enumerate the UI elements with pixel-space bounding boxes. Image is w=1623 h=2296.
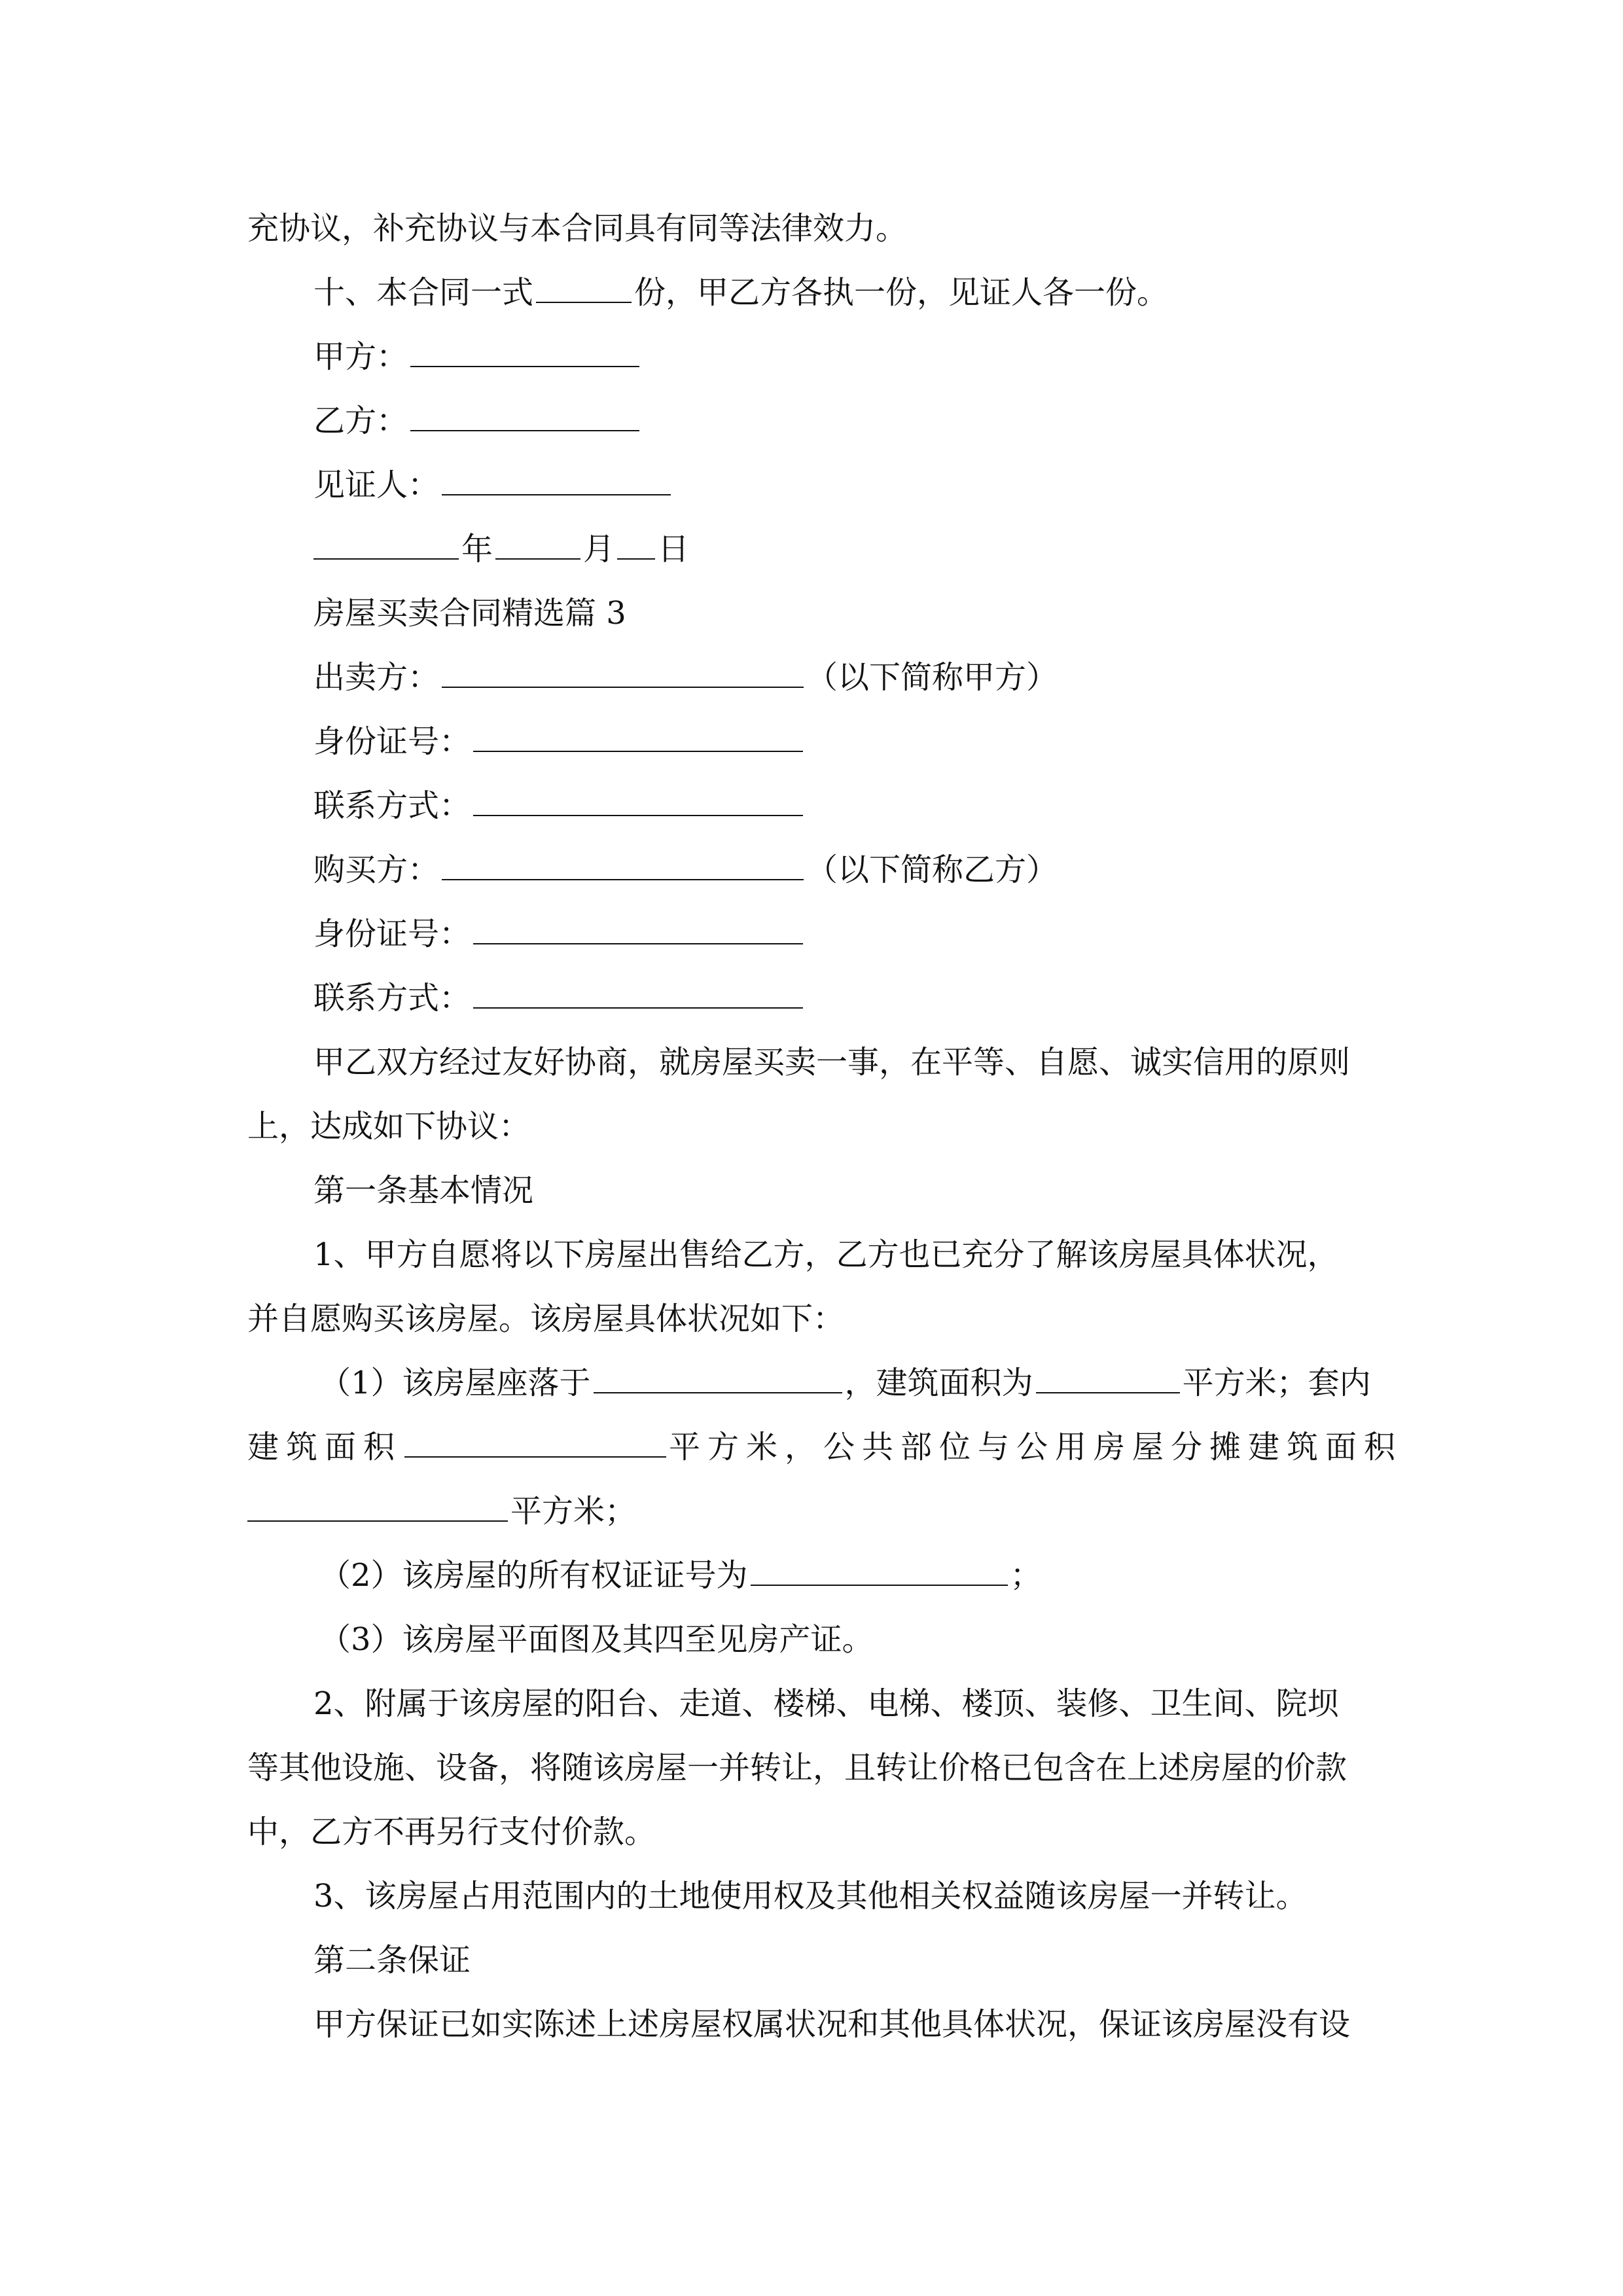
party-a-line [247, 325, 1383, 389]
text: （1）该房屋座落于 [319, 1365, 591, 1401]
text: ； [1010, 1557, 1042, 1594]
label: 乙方： [313, 403, 408, 439]
buyer-blank[interactable] [442, 838, 804, 880]
note: （以下简称乙方） [806, 852, 1058, 888]
text: 平方米，公共部位与公用房屋分摊建筑面积 [669, 1429, 1403, 1465]
buyer-id-line [247, 902, 1383, 966]
buyer-line [247, 838, 1383, 902]
area-blank[interactable] [1036, 1352, 1180, 1393]
label: 购买方： [313, 852, 440, 888]
buyer-contact-blank[interactable] [473, 967, 803, 1009]
text-line: 甲乙双方经过友好协商，就房屋买卖一事，在平等、自愿、诚实信用的原则 [313, 1044, 1351, 1081]
item-2-line [247, 1543, 1383, 1607]
text-line: 上，达成如下协议： [247, 1108, 531, 1145]
note: （以下简称甲方） [806, 659, 1058, 696]
buyer-id-blank[interactable] [473, 903, 803, 944]
seller-line [247, 645, 1383, 709]
seller-blank[interactable] [442, 646, 804, 688]
text-line: 1、甲方自愿将以下房屋出售给乙方，乙方也已充分了解该房屋具体状况， [313, 1236, 1339, 1273]
section-title: 房屋买卖合同精选篇 3 [313, 595, 626, 632]
contract-page [247, 196, 1403, 2056]
date-line [247, 517, 1383, 581]
text: 平方米； [510, 1493, 637, 1530]
label: 年 [461, 531, 493, 567]
label: 甲方： [313, 338, 408, 375]
witness-blank[interactable] [442, 454, 671, 495]
label: 身份证号： [313, 916, 471, 952]
seller-id-blank[interactable] [473, 710, 803, 752]
text-line: 等其他设施、设备，将随该房屋一并转让，且转让价格已包含在上述房屋的价款 [247, 1749, 1347, 1786]
label: 身份证号： [313, 723, 471, 760]
copies-clause [247, 260, 1383, 325]
seller-contact-line [247, 774, 1383, 838]
article-heading: 第一条基本情况 [313, 1172, 534, 1209]
certificate-blank[interactable] [751, 1544, 1008, 1586]
article-heading: 第二条保证 [313, 1942, 471, 1979]
item-1-line [247, 1351, 1383, 1415]
label: 日 [658, 531, 690, 567]
text-line: 充协议，补充协议与本合同具有同等法律效力。 [247, 210, 908, 247]
party-b-blank[interactable] [410, 389, 639, 431]
label: 联系方式： [313, 980, 471, 1016]
year-blank[interactable] [313, 518, 459, 560]
text-line: 中，乙方不再另行支付价款。 [247, 1814, 656, 1850]
label: 月 [583, 531, 615, 567]
text: 建筑面积 [247, 1429, 402, 1465]
text: 十、本合同一式 [313, 274, 534, 311]
item-1-line-3 [247, 1479, 1383, 1543]
text: （2）该房屋的所有权证证号为 [319, 1557, 748, 1594]
month-blank[interactable] [495, 518, 580, 560]
text-line: 并自愿购买该房屋。该房屋具体状况如下： [247, 1300, 845, 1337]
shared-area-blank[interactable] [247, 1480, 508, 1522]
location-blank[interactable] [594, 1352, 842, 1393]
label: 见证人： [313, 467, 440, 503]
text: 平方米；套内 [1182, 1365, 1371, 1401]
label: 联系方式： [313, 787, 471, 824]
party-b-line [247, 389, 1383, 453]
text-line: 甲方保证已如实陈述上述房屋权属状况和其他具体状况，保证该房屋没有设 [313, 2006, 1351, 2043]
seller-id-line [247, 709, 1383, 774]
seller-contact-blank[interactable] [473, 774, 803, 816]
text-line: 3、该房屋占用范围内的土地使用权及其他相关权益随该房屋一并转让。 [313, 1878, 1308, 1914]
party-a-blank[interactable] [410, 325, 639, 367]
text-line: （3）该房屋平面图及其四至见房产证。 [319, 1621, 874, 1658]
text: ，建筑面积为 [844, 1365, 1033, 1401]
buyer-contact-line [247, 966, 1383, 1030]
text-line: 2、附属于该房屋的阳台、走道、楼梯、电梯、楼顶、装修、卫生间、院坝 [313, 1685, 1339, 1722]
label: 出卖方： [313, 659, 440, 696]
text: 份，甲乙方各执一份，见证人各一份。 [634, 274, 1169, 311]
copies-blank[interactable] [536, 261, 632, 303]
day-blank[interactable] [617, 518, 655, 560]
item-1-line-2 [247, 1415, 1403, 1479]
inner-area-blank[interactable] [404, 1416, 666, 1458]
witness-line [247, 453, 1383, 517]
